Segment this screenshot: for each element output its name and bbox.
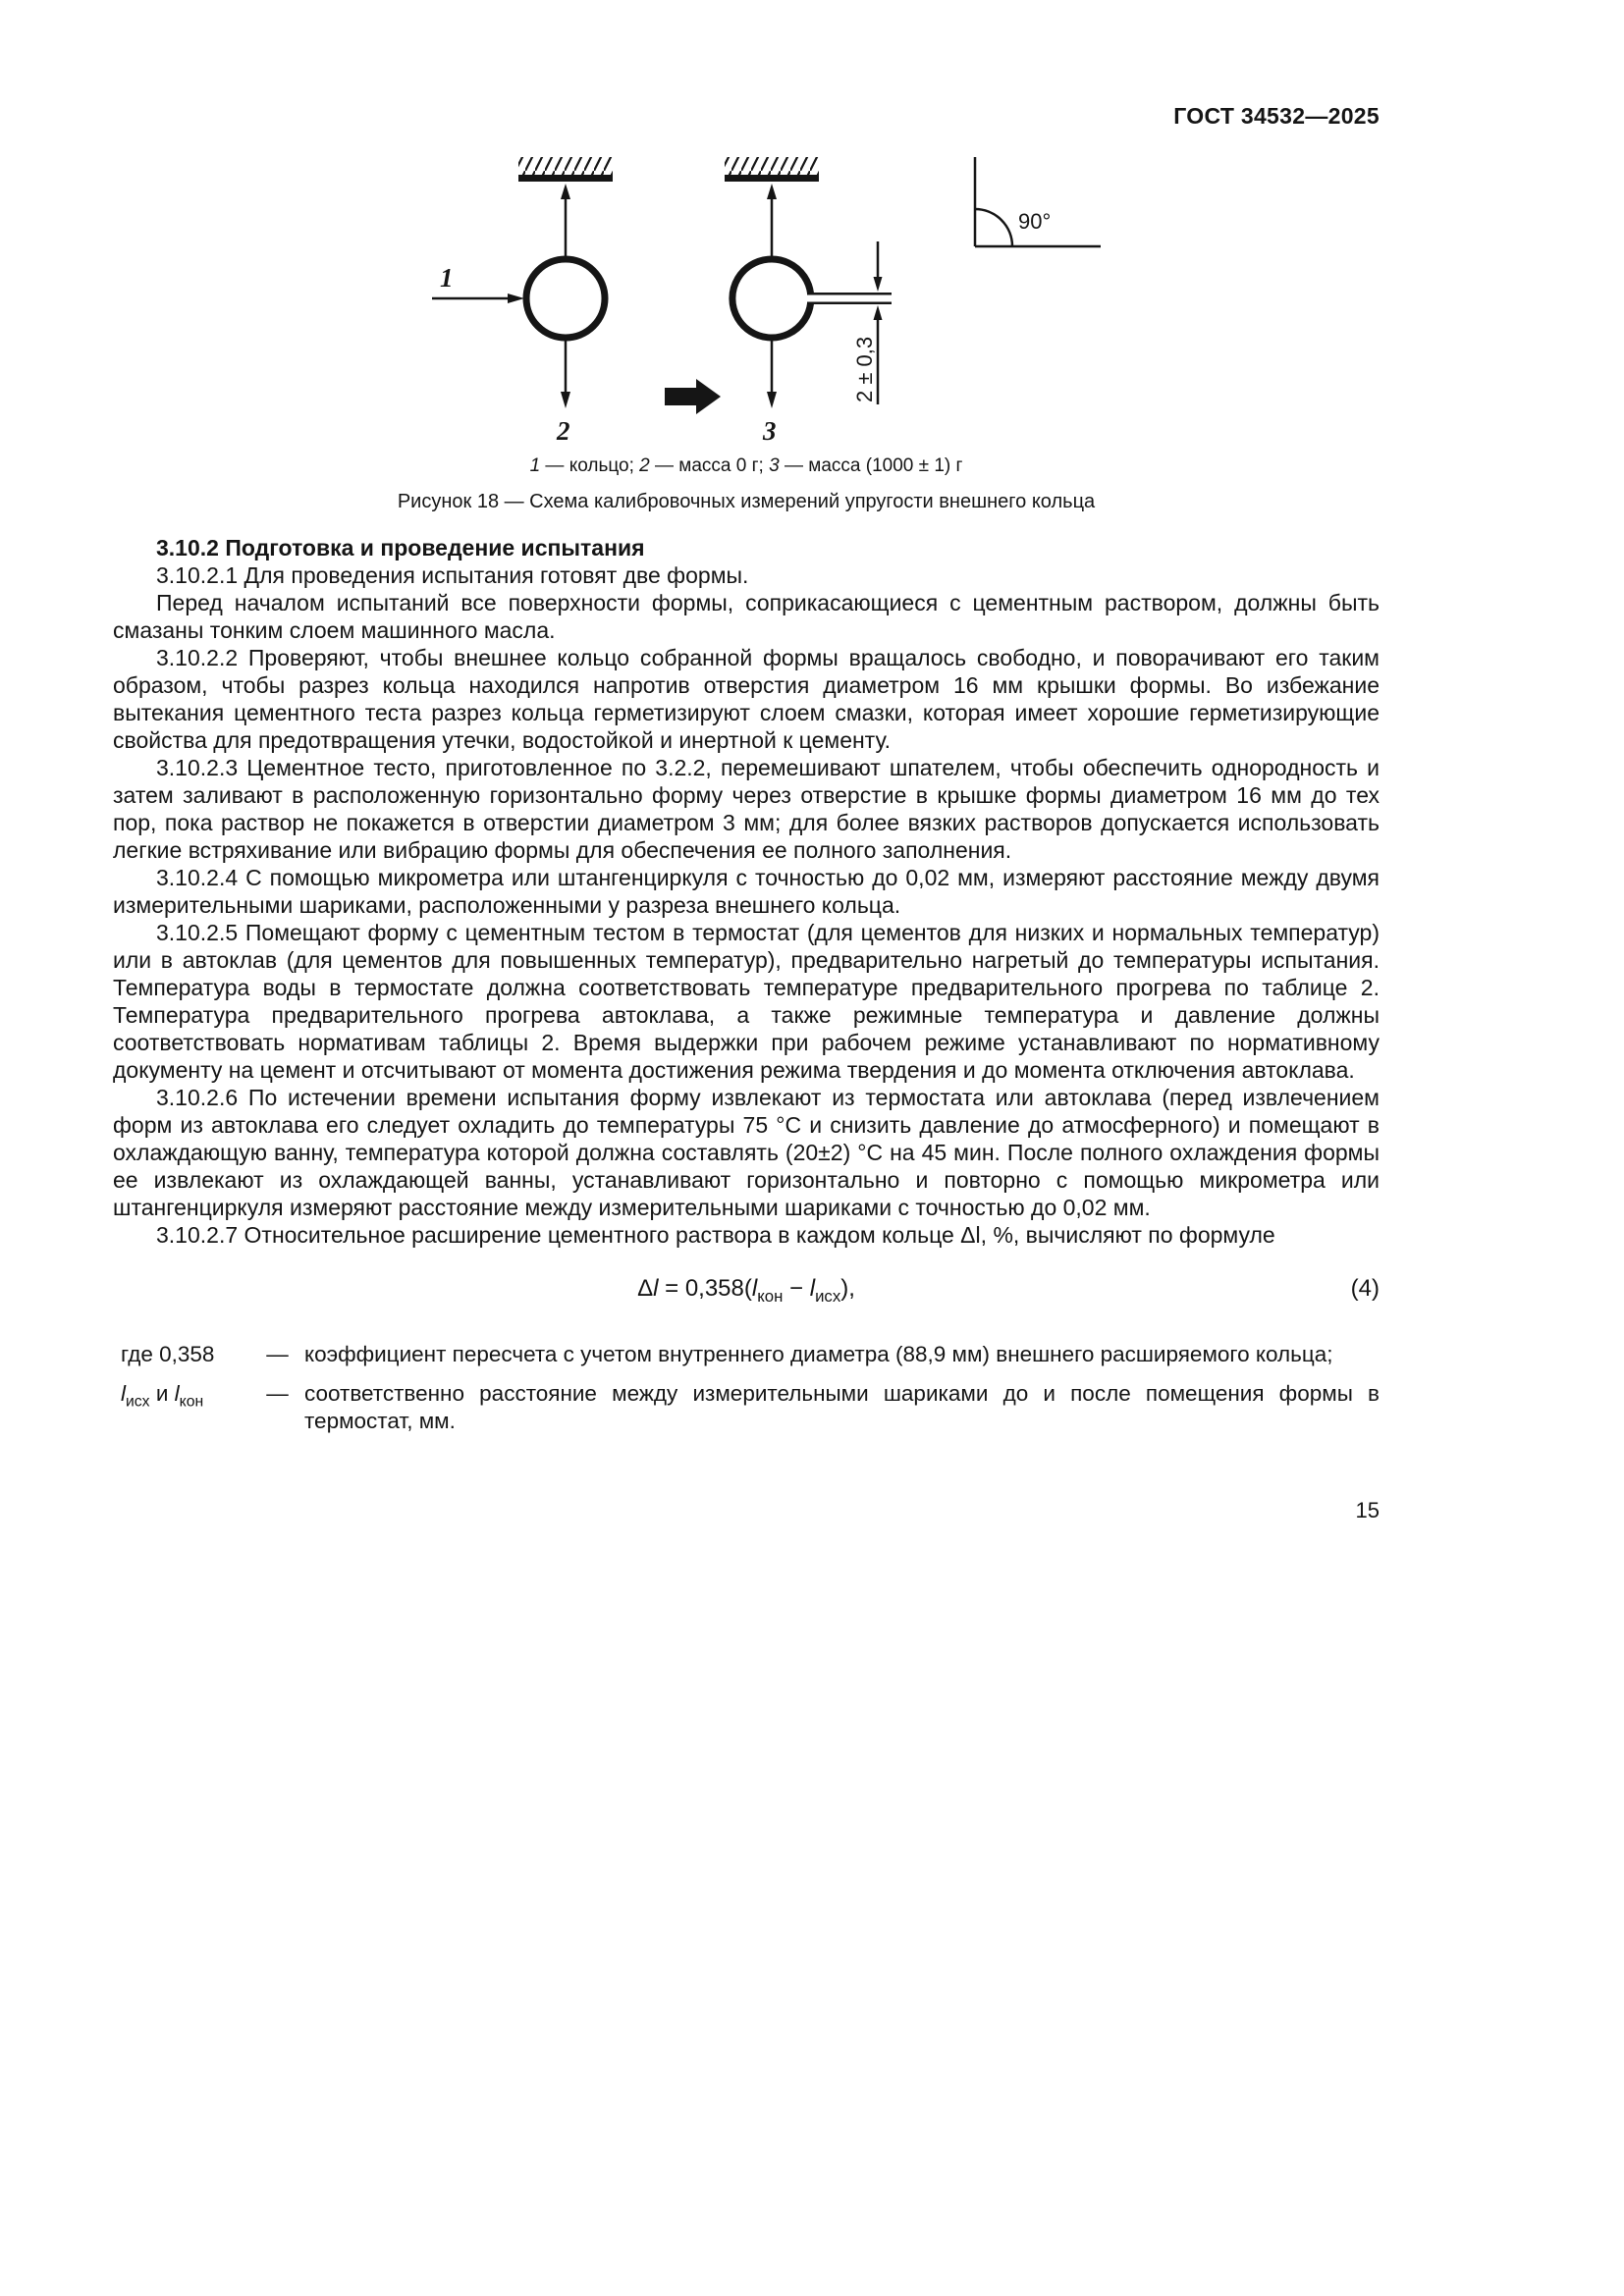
- formula-minus: −: [783, 1275, 810, 1302]
- formula-sub-final: кон: [757, 1286, 784, 1306]
- formula-eq: = 0,358(: [658, 1275, 752, 1302]
- figure-label-mass-1000: 3: [763, 416, 777, 446]
- formula-close: ),: [840, 1275, 855, 1302]
- formula-l-final: l: [751, 1275, 758, 1302]
- figure-label-mass-0: 2: [557, 416, 570, 446]
- ring-callout-arrow: [432, 294, 524, 303]
- legend-key-3: 3: [769, 455, 780, 476]
- support-right: [725, 157, 819, 182]
- where-definition: соответственно расстояние между измерительными шариками до и после помещения формы в термостат, мм.: [304, 1380, 1380, 1433]
- legend-text-3: — масса (1000 ± 1) г: [779, 455, 963, 476]
- gap-dimension: [852, 241, 883, 404]
- paragraph-oiling: Перед началом испытаний все поверхности формы, соприкасающиеся с цементным раствором, должны быть смазаны тонким слоем машинного масла.: [113, 590, 1380, 643]
- where-dash: —: [266, 1341, 289, 1366]
- section-heading: 3.10.2 Подготовка и проведение испытания: [156, 535, 645, 561]
- paragraph-3-10-2-4: 3.10.2.4 С помощью микрометра или штангенциркуля с точностью до 0,02 мм, измеряют расстояние между двумя измерительными шариками, расположенными у разреза внешнего кольца.: [113, 865, 1380, 918]
- paragraph-3-10-2-5: 3.10.2.5 Помещают форму с цементным тестом в термостат (для цементов для низких и нормальных температур) или в автоклав (для цементов для повышенных температур), предварительно нагретый до температуры испытания. Температура воды в термостате должна соответствовать температуре предварительного прогрева по таблице 2. Температура предварительного прогрева автоклава, а также режимные температура и давление должны соответствовать нормативам таблицы 2. Время выдержки при рабочем режиме устанавливают по нормативному документу на цемент и отсчитывают от момента достижения режима твердения и до момента отключения автоклава.: [113, 920, 1380, 1083]
- figure-label-ring: 1: [440, 263, 454, 293]
- formula-row: [113, 1274, 1380, 1311]
- where-definition: коэффициент пересчета с учетом внутреннего диаметра (88,9 мм) внешнего расширяемого кольца;: [304, 1341, 1333, 1366]
- where-block: [113, 1341, 1380, 1435]
- ring-left: [526, 184, 605, 408]
- formula-sub-initial: исх: [815, 1286, 841, 1306]
- support-left: [518, 157, 613, 182]
- where-term: где 0,358: [121, 1341, 215, 1366]
- angle-90-label: 90°: [1018, 209, 1052, 234]
- paragraph-3-10-2-6: 3.10.2.6 По истечении времени испытания форму извлекают из термостата или автоклава (перед извлечением форм из автоклава его следует охладить до температуры 75 °С и снизить давление до атмосферного) и помещают в охлаждающую ванну, температура которой должна составлять (20±2) °С на 45 мин. После полного охлаждения формы ее извлекают из охлаждающей ванны, устанавливают горизонтально и повторно с помощью микрометра или штангенциркуля измеряют расстояние между измерительными шариками с точностью до 0,02 мм.: [113, 1085, 1380, 1220]
- paragraph-3-10-2-2: 3.10.2.2 Проверяют, чтобы внешнее кольцо собранной формы вращалось свободно, и поворачивают его таким образом, чтобы разрез кольца находился напротив отверстия диаметром 16 мм крышки формы. Во избежание вытекания цементного теста разрез кольца герметизируют слоем смазки, которая имеет хорошие герметизирующие свойства для предотвращения утечки, водостойкой и инертной к цементу.: [113, 645, 1380, 753]
- formula-l-initial: l: [809, 1275, 816, 1302]
- legend-key-2: 2: [639, 455, 650, 476]
- doc-code: ГОСТ 34532—2025: [1173, 103, 1380, 129]
- formula-delta: Δ: [637, 1275, 654, 1302]
- block-right-arrow-icon: [665, 379, 721, 414]
- where-row-coefficient: [113, 1341, 1380, 1368]
- figure-legend: [113, 455, 1380, 477]
- page-content: [113, 103, 1380, 1523]
- where-term: $l_{исх}$ и $l_{кон}$: [121, 1380, 204, 1411]
- figure-18-diagram: [339, 151, 1124, 448]
- paragraph-3-10-2-7: 3.10.2.7 Относительное расширение цементного раствора в каждом кольце Δl, %, вычисляют по формуле: [156, 1222, 1275, 1248]
- paragraph-3-10-2-3: 3.10.2.3 Цементное тесто, приготовленное по 3.2.2, перемешивают шпателем, чтобы обеспечить однородность и затем заливают в расположенную горизонтально форму через отверстие в крышке формы диаметром 16 мм до тех пор, пока раствор не покажется в отверстии диаметром 3 мм; для более вязких растворов допускается использовать легкие встряхивание или вибрацию формы для обеспечения ее полного заполнения.: [113, 755, 1380, 863]
- formula-expansion: [637, 1275, 855, 1306]
- gap-dimension-label: 2 ± 0,3: [852, 336, 877, 402]
- legend-key-1: 1: [529, 455, 541, 476]
- figure-18: [113, 151, 1380, 513]
- legend-text-2: — масса 0 г;: [649, 455, 770, 476]
- figure-caption: Рисунок 18 — Схема калибровочных измерений упругости внешнего кольца: [397, 491, 1096, 512]
- angle-90-symbol: [975, 157, 1101, 246]
- paragraph-3-10-2-1: 3.10.2.1 Для проведения испытания готовят две формы.: [156, 562, 749, 588]
- where-dash: —: [266, 1380, 289, 1406]
- formula-number: (4): [1350, 1275, 1380, 1302]
- legend-text-1: — кольцо;: [540, 455, 640, 476]
- page-number: 15: [1355, 1497, 1380, 1522]
- formula-var: l: [653, 1275, 659, 1302]
- where-row-distances: [113, 1380, 1380, 1435]
